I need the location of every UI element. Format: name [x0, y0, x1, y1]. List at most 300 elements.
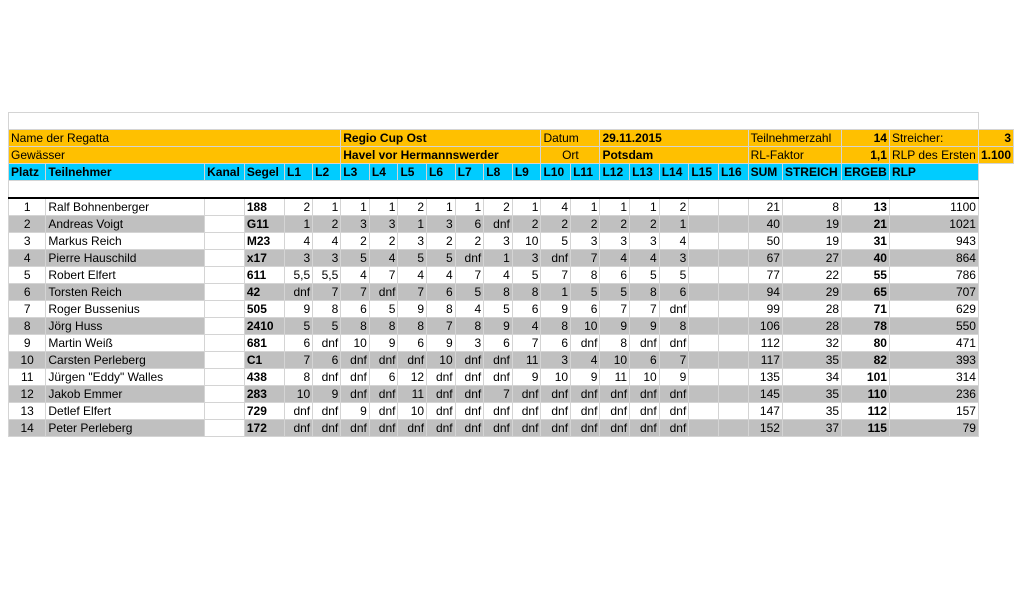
cell-l13[interactable]: dnf — [630, 403, 660, 420]
cell-l12[interactable]: dnf — [600, 403, 630, 420]
cell-l7[interactable]: 8 — [455, 318, 484, 335]
cell-l11[interactable]: 10 — [571, 318, 600, 335]
cell-l4[interactable]: 9 — [369, 335, 398, 352]
cell-segel[interactable]: 505 — [244, 301, 284, 318]
cell-l7[interactable]: 2 — [455, 233, 484, 250]
cell-l4[interactable]: 3 — [369, 216, 398, 233]
cell-streich[interactable]: 19 — [782, 216, 841, 233]
cell-l2[interactable]: 2 — [313, 216, 341, 233]
cell-l6[interactable]: 7 — [427, 318, 456, 335]
column-header-streich[interactable]: STREICH — [782, 164, 841, 181]
cell-l5[interactable]: 3 — [398, 233, 427, 250]
cell-kanal[interactable] — [205, 369, 245, 386]
cell-l1[interactable]: 2 — [284, 198, 312, 216]
cell-platz[interactable]: 14 — [9, 420, 46, 437]
cell-l8[interactable]: 2 — [484, 198, 513, 216]
cell-l14[interactable]: dnf — [659, 403, 689, 420]
cell-l13[interactable]: 8 — [630, 284, 660, 301]
cell-platz[interactable]: 7 — [9, 301, 46, 318]
cell-l15[interactable] — [689, 403, 719, 420]
cell-rlp[interactable]: 471 — [889, 335, 978, 352]
cell-sum[interactable]: 106 — [748, 318, 782, 335]
column-header-teilnehmer[interactable]: Teilnehmer — [46, 164, 205, 181]
cell-l5[interactable]: 1 — [398, 216, 427, 233]
cell-l12[interactable]: 9 — [600, 318, 630, 335]
cell-l1[interactable]: dnf — [284, 403, 312, 420]
cell-platz[interactable]: 8 — [9, 318, 46, 335]
cell-l9[interactable]: 6 — [512, 301, 541, 318]
cell-rlp[interactable]: 629 — [889, 301, 978, 318]
cell-l16[interactable] — [718, 198, 748, 216]
cell-l1[interactable]: dnf — [284, 284, 312, 301]
cell-l15[interactable] — [689, 284, 719, 301]
cell-l15[interactable] — [689, 198, 719, 216]
cell-l3[interactable]: 3 — [341, 216, 370, 233]
cell-l11[interactable]: 5 — [571, 284, 600, 301]
cell-kanal[interactable] — [205, 250, 245, 267]
cell-l8[interactable]: dnf — [484, 369, 513, 386]
cell-l15[interactable] — [689, 216, 719, 233]
cell-l14[interactable]: 6 — [659, 284, 689, 301]
cell-l10[interactable]: 8 — [541, 318, 571, 335]
cell-l4[interactable]: 7 — [369, 267, 398, 284]
cell-teilnehmer[interactable]: Torsten Reich — [46, 284, 205, 301]
cell-l10[interactable]: 7 — [541, 267, 571, 284]
cell-l4[interactable]: dnf — [369, 352, 398, 369]
cell-teilnehmer[interactable]: Jakob Emmer — [46, 386, 205, 403]
cell-l12[interactable]: 8 — [600, 335, 630, 352]
cell-l8[interactable]: 3 — [484, 233, 513, 250]
cell-l11[interactable]: 6 — [571, 301, 600, 318]
cell-l5[interactable]: 4 — [398, 267, 427, 284]
cell-l14[interactable]: 2 — [659, 198, 689, 216]
cell-l12[interactable]: 11 — [600, 369, 630, 386]
cell-l7[interactable]: 5 — [455, 284, 484, 301]
cell-l16[interactable] — [718, 301, 748, 318]
cell-kanal[interactable] — [205, 198, 245, 216]
column-header-segel[interactable]: Segel — [244, 164, 284, 181]
cell-l12[interactable]: 6 — [600, 267, 630, 284]
cell-l2[interactable]: dnf — [313, 403, 341, 420]
column-header-ergeb[interactable]: ERGEB — [842, 164, 890, 181]
cell-teilnehmer[interactable]: Roger Bussenius — [46, 301, 205, 318]
cell-l14[interactable]: 5 — [659, 267, 689, 284]
cell-l14[interactable]: dnf — [659, 386, 689, 403]
cell-ergeb[interactable]: 112 — [842, 403, 890, 420]
cell-l6[interactable]: 1 — [427, 198, 456, 216]
cell-l3[interactable]: dnf — [341, 352, 370, 369]
cell-l11[interactable]: 2 — [571, 216, 600, 233]
column-header-l14[interactable]: L14 — [659, 164, 689, 181]
datum-label[interactable]: Datum — [541, 130, 600, 147]
cell-teilnehmer[interactable]: Jörg Huss — [46, 318, 205, 335]
cell-l7[interactable]: 1 — [455, 198, 484, 216]
cell-l4[interactable]: 8 — [369, 318, 398, 335]
cell-l8[interactable]: 7 — [484, 386, 513, 403]
table-row[interactable] — [9, 216, 1014, 233]
cell-l1[interactable]: 3 — [284, 250, 312, 267]
cell-l8[interactable]: 6 — [484, 335, 513, 352]
cell-l9[interactable]: 3 — [512, 250, 541, 267]
cell-l1[interactable]: 8 — [284, 369, 312, 386]
cell-l3[interactable]: dnf — [341, 369, 370, 386]
cell-rlp[interactable]: 786 — [889, 267, 978, 284]
cell-kanal[interactable] — [205, 216, 245, 233]
cell-l12[interactable]: 4 — [600, 250, 630, 267]
rl-faktor-value[interactable]: 1,1 — [842, 147, 890, 164]
cell-rlp[interactable]: 393 — [889, 352, 978, 369]
cell-l13[interactable]: 5 — [630, 267, 660, 284]
cell-l15[interactable] — [689, 335, 719, 352]
cell-streich[interactable]: 32 — [782, 335, 841, 352]
cell-platz[interactable]: 12 — [9, 386, 46, 403]
cell-l14[interactable]: dnf — [659, 420, 689, 437]
cell-sum[interactable]: 67 — [748, 250, 782, 267]
cell-l6[interactable]: 6 — [427, 284, 456, 301]
cell-kanal[interactable] — [205, 403, 245, 420]
cell-l3[interactable]: 8 — [341, 318, 370, 335]
cell-l16[interactable] — [718, 403, 748, 420]
cell-l14[interactable]: 4 — [659, 233, 689, 250]
cell-l2[interactable]: 1 — [313, 198, 341, 216]
cell-l10[interactable]: 3 — [541, 352, 571, 369]
cell-l6[interactable]: 5 — [427, 250, 456, 267]
cell-streich[interactable]: 22 — [782, 267, 841, 284]
cell-l11[interactable]: 4 — [571, 352, 600, 369]
cell-sum[interactable]: 145 — [748, 386, 782, 403]
table-row[interactable] — [9, 335, 1014, 352]
cell-l4[interactable]: dnf — [369, 403, 398, 420]
cell-l10[interactable]: 1 — [541, 284, 571, 301]
cell-l7[interactable]: 3 — [455, 335, 484, 352]
cell-l10[interactable]: 4 — [541, 198, 571, 216]
cell-l11[interactable]: dnf — [571, 403, 600, 420]
datum-value[interactable]: 29.11.2015 — [600, 130, 748, 147]
column-header-l3[interactable]: L3 — [341, 164, 370, 181]
cell-l9[interactable]: 1 — [512, 198, 541, 216]
cell-rlp[interactable]: 79 — [889, 420, 978, 437]
cell-segel[interactable]: 438 — [244, 369, 284, 386]
cell-platz[interactable]: 1 — [9, 198, 46, 216]
cell-kanal[interactable] — [205, 267, 245, 284]
cell-l14[interactable]: 9 — [659, 369, 689, 386]
cell-l5[interactable]: 10 — [398, 403, 427, 420]
table-row[interactable] — [9, 198, 1014, 216]
cell-l5[interactable]: 11 — [398, 386, 427, 403]
cell-l13[interactable]: 7 — [630, 301, 660, 318]
cell-l12[interactable]: 1 — [600, 198, 630, 216]
cell-l3[interactable]: 4 — [341, 267, 370, 284]
cell-l3[interactable]: 2 — [341, 233, 370, 250]
cell-l7[interactable]: 6 — [455, 216, 484, 233]
column-header-l4[interactable]: L4 — [369, 164, 398, 181]
column-header-l7[interactable]: L7 — [455, 164, 484, 181]
cell-l3[interactable]: 9 — [341, 403, 370, 420]
cell-l4[interactable]: 2 — [369, 233, 398, 250]
cell-sum[interactable]: 147 — [748, 403, 782, 420]
cell-l13[interactable]: 9 — [630, 318, 660, 335]
cell-l9[interactable]: dnf — [512, 420, 541, 437]
cell-l15[interactable] — [689, 233, 719, 250]
cell-l7[interactable]: dnf — [455, 420, 484, 437]
cell-l13[interactable]: 6 — [630, 352, 660, 369]
cell-teilnehmer[interactable]: Robert Elfert — [46, 267, 205, 284]
cell-streich[interactable]: 35 — [782, 386, 841, 403]
cell-l8[interactable]: 8 — [484, 284, 513, 301]
table-row[interactable] — [9, 301, 1014, 318]
table-row[interactable] — [9, 352, 1014, 369]
cell-platz[interactable]: 9 — [9, 335, 46, 352]
rl-faktor-label[interactable]: RL-Faktor — [748, 147, 842, 164]
column-header-l9[interactable]: L9 — [512, 164, 541, 181]
cell-l15[interactable] — [689, 369, 719, 386]
cell-ergeb[interactable]: 78 — [842, 318, 890, 335]
cell-l12[interactable]: 3 — [600, 233, 630, 250]
cell-sum[interactable]: 112 — [748, 335, 782, 352]
cell-l1[interactable]: 7 — [284, 352, 312, 369]
column-header-l1[interactable]: L1 — [284, 164, 312, 181]
cell-l4[interactable]: dnf — [369, 386, 398, 403]
cell-l4[interactable]: dnf — [369, 284, 398, 301]
cell-l2[interactable]: 5,5 — [313, 267, 341, 284]
column-header-l8[interactable]: L8 — [484, 164, 513, 181]
cell-platz[interactable]: 5 — [9, 267, 46, 284]
cell-l16[interactable] — [718, 284, 748, 301]
cell-platz[interactable]: 10 — [9, 352, 46, 369]
cell-l9[interactable]: 11 — [512, 352, 541, 369]
cell-l12[interactable]: 2 — [600, 216, 630, 233]
cell-segel[interactable]: G11 — [244, 216, 284, 233]
cell-l5[interactable]: 9 — [398, 301, 427, 318]
cell-l15[interactable] — [689, 386, 719, 403]
cell-streich[interactable]: 27 — [782, 250, 841, 267]
cell-l15[interactable] — [689, 267, 719, 284]
rlp-ersten-label[interactable]: RLP des Ersten — [889, 147, 978, 164]
cell-l11[interactable]: 9 — [571, 369, 600, 386]
cell-l2[interactable]: 3 — [313, 250, 341, 267]
cell-l8[interactable]: 4 — [484, 267, 513, 284]
cell-l6[interactable]: dnf — [427, 386, 456, 403]
cell-l9[interactable]: 10 — [512, 233, 541, 250]
teilnehmerzahl-value[interactable]: 14 — [842, 130, 890, 147]
cell-l3[interactable]: 5 — [341, 250, 370, 267]
column-header-l16[interactable]: L16 — [718, 164, 748, 181]
column-header-l5[interactable]: L5 — [398, 164, 427, 181]
cell-streich[interactable]: 28 — [782, 301, 841, 318]
regatta-name-value[interactable]: Regio Cup Ost — [341, 130, 541, 147]
cell-ergeb[interactable]: 80 — [842, 335, 890, 352]
cell-l16[interactable] — [718, 352, 748, 369]
streicher-label[interactable]: Streicher: — [889, 130, 978, 147]
cell-l7[interactable]: dnf — [455, 403, 484, 420]
table-row[interactable] — [9, 420, 1014, 437]
cell-l11[interactable]: 7 — [571, 250, 600, 267]
cell-l14[interactable]: dnf — [659, 335, 689, 352]
cell-l8[interactable]: dnf — [484, 216, 513, 233]
cell-l16[interactable] — [718, 386, 748, 403]
cell-l16[interactable] — [718, 216, 748, 233]
cell-l8[interactable]: dnf — [484, 420, 513, 437]
cell-l5[interactable]: dnf — [398, 420, 427, 437]
cell-ergeb[interactable]: 71 — [842, 301, 890, 318]
column-header-l11[interactable]: L11 — [571, 164, 600, 181]
cell-rlp[interactable]: 707 — [889, 284, 978, 301]
cell-l6[interactable]: 2 — [427, 233, 456, 250]
cell-l10[interactable]: 10 — [541, 369, 571, 386]
cell-l16[interactable] — [718, 420, 748, 437]
cell-l16[interactable] — [718, 335, 748, 352]
cell-l10[interactable]: dnf — [541, 250, 571, 267]
cell-segel[interactable]: C1 — [244, 352, 284, 369]
cell-teilnehmer[interactable]: Jürgen "Eddy" Walles — [46, 369, 205, 386]
cell-l12[interactable]: dnf — [600, 386, 630, 403]
regatta-name-label[interactable]: Name der Regatta — [9, 130, 341, 147]
cell-l9[interactable]: dnf — [512, 403, 541, 420]
cell-l5[interactable]: 12 — [398, 369, 427, 386]
cell-teilnehmer[interactable]: Detlef Elfert — [46, 403, 205, 420]
cell-sum[interactable]: 99 — [748, 301, 782, 318]
cell-rlp[interactable]: 236 — [889, 386, 978, 403]
table-row[interactable] — [9, 250, 1014, 267]
column-header-l13[interactable]: L13 — [630, 164, 660, 181]
cell-l10[interactable]: 9 — [541, 301, 571, 318]
cell-l3[interactable]: 7 — [341, 284, 370, 301]
cell-l9[interactable]: 9 — [512, 369, 541, 386]
cell-platz[interactable]: 2 — [9, 216, 46, 233]
cell-l8[interactable]: 9 — [484, 318, 513, 335]
cell-l5[interactable]: 8 — [398, 318, 427, 335]
cell-l11[interactable]: 3 — [571, 233, 600, 250]
cell-l11[interactable]: dnf — [571, 335, 600, 352]
cell-l10[interactable]: 6 — [541, 335, 571, 352]
cell-l7[interactable]: 4 — [455, 301, 484, 318]
cell-kanal[interactable] — [205, 233, 245, 250]
cell-l10[interactable]: dnf — [541, 403, 571, 420]
cell-sum[interactable]: 135 — [748, 369, 782, 386]
cell-segel[interactable]: 729 — [244, 403, 284, 420]
cell-l6[interactable]: 10 — [427, 352, 456, 369]
cell-l14[interactable]: 7 — [659, 352, 689, 369]
cell-kanal[interactable] — [205, 352, 245, 369]
cell-l5[interactable]: 5 — [398, 250, 427, 267]
cell-l9[interactable]: 2 — [512, 216, 541, 233]
cell-l13[interactable]: dnf — [630, 386, 660, 403]
cell-segel[interactable]: x17 — [244, 250, 284, 267]
cell-l6[interactable]: 9 — [427, 335, 456, 352]
cell-l6[interactable]: 3 — [427, 216, 456, 233]
cell-l8[interactable]: dnf — [484, 352, 513, 369]
teilnehmerzahl-label[interactable]: Teilnehmerzahl — [748, 130, 842, 147]
cell-l12[interactable]: dnf — [600, 420, 630, 437]
column-header-l12[interactable]: L12 — [600, 164, 630, 181]
cell-l5[interactable]: 6 — [398, 335, 427, 352]
cell-l1[interactable]: 5,5 — [284, 267, 312, 284]
cell-l12[interactable]: 5 — [600, 284, 630, 301]
cell-l14[interactable]: 3 — [659, 250, 689, 267]
cell-l9[interactable]: 4 — [512, 318, 541, 335]
cell-streich[interactable]: 29 — [782, 284, 841, 301]
cell-kanal[interactable] — [205, 335, 245, 352]
cell-l16[interactable] — [718, 233, 748, 250]
cell-l5[interactable]: 2 — [398, 198, 427, 216]
column-header-l10[interactable]: L10 — [541, 164, 571, 181]
cell-l3[interactable]: 1 — [341, 198, 370, 216]
rlp-ersten-value[interactable]: 1.100 — [978, 147, 1013, 164]
table-row[interactable] — [9, 318, 1014, 335]
cell-l3[interactable]: 10 — [341, 335, 370, 352]
cell-l11[interactable]: 8 — [571, 267, 600, 284]
cell-l3[interactable]: 6 — [341, 301, 370, 318]
cell-l11[interactable]: dnf — [571, 386, 600, 403]
cell-l2[interactable]: 9 — [313, 386, 341, 403]
cell-l9[interactable]: 8 — [512, 284, 541, 301]
cell-l8[interactable]: 5 — [484, 301, 513, 318]
cell-teilnehmer[interactable]: Andreas Voigt — [46, 216, 205, 233]
cell-ergeb[interactable]: 110 — [842, 386, 890, 403]
cell-ergeb[interactable]: 40 — [842, 250, 890, 267]
gewaesser-value[interactable]: Havel vor Hermannswerder — [341, 147, 541, 164]
cell-l2[interactable]: 6 — [313, 352, 341, 369]
cell-teilnehmer[interactable]: Peter Perleberg — [46, 420, 205, 437]
cell-teilnehmer[interactable]: Carsten Perleberg — [46, 352, 205, 369]
cell-ergeb[interactable]: 13 — [842, 198, 890, 216]
cell-l2[interactable]: 7 — [313, 284, 341, 301]
cell-streich[interactable]: 34 — [782, 369, 841, 386]
cell-l15[interactable] — [689, 301, 719, 318]
cell-sum[interactable]: 50 — [748, 233, 782, 250]
streicher-value[interactable]: 3 — [978, 130, 1013, 147]
cell-platz[interactable]: 13 — [9, 403, 46, 420]
cell-ergeb[interactable]: 55 — [842, 267, 890, 284]
cell-l10[interactable]: 2 — [541, 216, 571, 233]
cell-l16[interactable] — [718, 250, 748, 267]
cell-l13[interactable]: 3 — [630, 233, 660, 250]
cell-l8[interactable]: 1 — [484, 250, 513, 267]
cell-sum[interactable]: 94 — [748, 284, 782, 301]
cell-l14[interactable]: dnf — [659, 301, 689, 318]
cell-l11[interactable]: 1 — [571, 198, 600, 216]
cell-l11[interactable]: dnf — [571, 420, 600, 437]
cell-l13[interactable]: 10 — [630, 369, 660, 386]
cell-l2[interactable]: 5 — [313, 318, 341, 335]
cell-l2[interactable]: 8 — [313, 301, 341, 318]
cell-segel[interactable]: 283 — [244, 386, 284, 403]
cell-l7[interactable]: dnf — [455, 352, 484, 369]
cell-l1[interactable]: 5 — [284, 318, 312, 335]
cell-segel[interactable]: 188 — [244, 198, 284, 216]
table-row[interactable] — [9, 233, 1014, 250]
spacer-row[interactable] — [9, 181, 979, 199]
ort-value[interactable]: Potsdam — [600, 147, 748, 164]
cell-l1[interactable]: 4 — [284, 233, 312, 250]
cell-l7[interactable]: dnf — [455, 250, 484, 267]
cell-teilnehmer[interactable]: Martin Weiß — [46, 335, 205, 352]
cell-l16[interactable] — [718, 369, 748, 386]
cell-l1[interactable]: dnf — [284, 420, 312, 437]
cell-l10[interactable]: dnf — [541, 386, 571, 403]
cell-kanal[interactable] — [205, 301, 245, 318]
column-header-l2[interactable]: L2 — [313, 164, 341, 181]
cell-l6[interactable]: dnf — [427, 420, 456, 437]
ort-label[interactable]: Ort — [541, 147, 600, 164]
table-row[interactable] — [9, 386, 1014, 403]
cell-l9[interactable]: dnf — [512, 386, 541, 403]
cell-ergeb[interactable]: 115 — [842, 420, 890, 437]
cell-l5[interactable]: 7 — [398, 284, 427, 301]
cell-teilnehmer[interactable]: Ralf Bohnenberger — [46, 198, 205, 216]
cell-sum[interactable]: 40 — [748, 216, 782, 233]
cell-rlp[interactable]: 314 — [889, 369, 978, 386]
